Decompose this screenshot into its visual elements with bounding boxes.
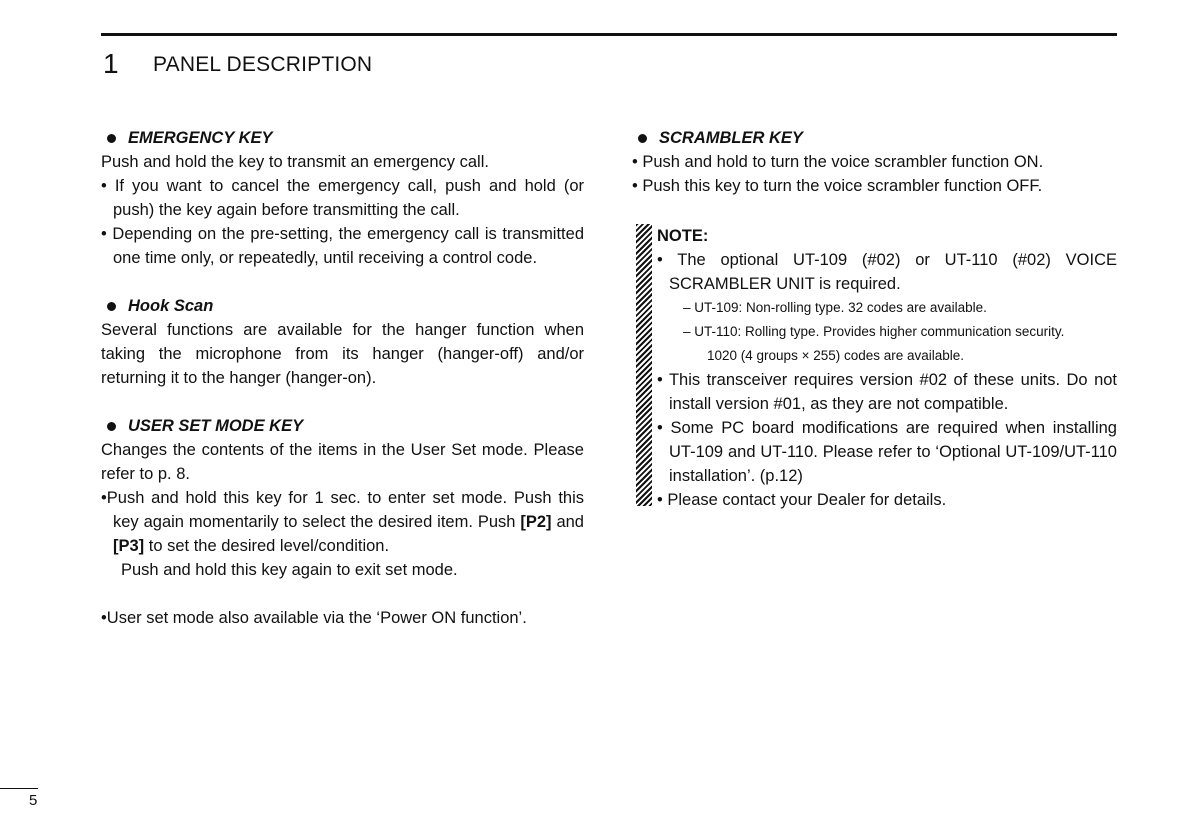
bullet-icon bbox=[107, 302, 116, 311]
note-subitem: – UT-110: Rolling type. Provides higher communication security. bbox=[683, 324, 1065, 339]
header-rule bbox=[101, 33, 1117, 36]
user-set-exit-text: Push and hold this key again to exit set mode. bbox=[121, 561, 458, 579]
scrambler-on-item: • Push and hold to turn the voice scrambler function ON. bbox=[632, 153, 1044, 171]
note-item: • This transceiver requires version #02 of these units. Do not install version #01, as they are not compatible. bbox=[657, 371, 1117, 413]
note-box bbox=[632, 224, 1117, 512]
left-column bbox=[101, 126, 584, 630]
scrambler-off-item: • Push this key to turn the voice scrambler function OFF. bbox=[632, 177, 1043, 195]
bullet-icon bbox=[638, 134, 647, 143]
note-subitem: – UT-109: Non-rolling type. 32 codes are available. bbox=[683, 300, 987, 315]
chapter-number: 1 bbox=[103, 48, 119, 79]
emergency-key-heading: EMERGENCY KEY bbox=[101, 126, 584, 150]
emergency-intro: Push and hold the key to transmit an emergency call. bbox=[101, 153, 489, 171]
chapter-title: PANEL DESCRIPTION bbox=[153, 53, 373, 76]
page-number: 5 bbox=[29, 792, 38, 809]
p3-key-label: [P3] bbox=[113, 537, 145, 555]
hook-scan-heading: Hook Scan bbox=[101, 294, 584, 318]
note-item: • Please contact your Dealer for details. bbox=[657, 491, 947, 509]
note-item: • Some PC board modifications are required when installing UT-109 and UT-110. Please refer to ‘Optional UT-109/UT-110 installation’. (p.12) bbox=[657, 419, 1117, 485]
p2-key-label: [P2] bbox=[520, 513, 552, 531]
user-set-mode-text: Changes the contents of the items in the User Set mode. Please refer to p. 8. bbox=[101, 441, 584, 483]
note-subitem-continued: 1020 (4 groups × 255) codes are available. bbox=[707, 348, 965, 363]
right-column bbox=[632, 126, 1117, 512]
page-number-rule bbox=[0, 788, 38, 789]
note-item: • The optional UT-109 (#02) or UT-110 (#02) VOICE SCRAMBLER UNIT is required. bbox=[657, 251, 1117, 293]
hook-scan-text: Several functions are available for the hanger function when taking the microphone from its hanger (hanger-off) and/or returning it to the hanger (hanger-on). bbox=[101, 321, 584, 387]
user-set-power-on-note: •User set mode also available via the ‘Power ON function’. bbox=[101, 609, 527, 627]
emergency-cancel-item: • If you want to cancel the emergency call, push and hold (or push) the key again before transmitting the call. bbox=[101, 177, 584, 219]
bullet-icon bbox=[107, 134, 116, 143]
bullet-icon bbox=[107, 422, 116, 431]
note-stripe-icon bbox=[636, 224, 652, 506]
emergency-preset-item: • Depending on the pre-setting, the emergency call is transmitted one time only, or repeatedly, until receiving a control code. bbox=[101, 225, 584, 267]
user-set-push-item: •Push and hold this key for 1 sec. to enter set mode. Push this key again momentarily to select the desired item. Push [P2] and [P3] to set the desired level/condition. bbox=[101, 489, 584, 555]
note-title: NOTE: bbox=[657, 227, 709, 245]
user-set-mode-heading: USER SET MODE KEY bbox=[101, 414, 584, 438]
scrambler-key-heading: SCRAMBLER KEY bbox=[632, 126, 1117, 150]
